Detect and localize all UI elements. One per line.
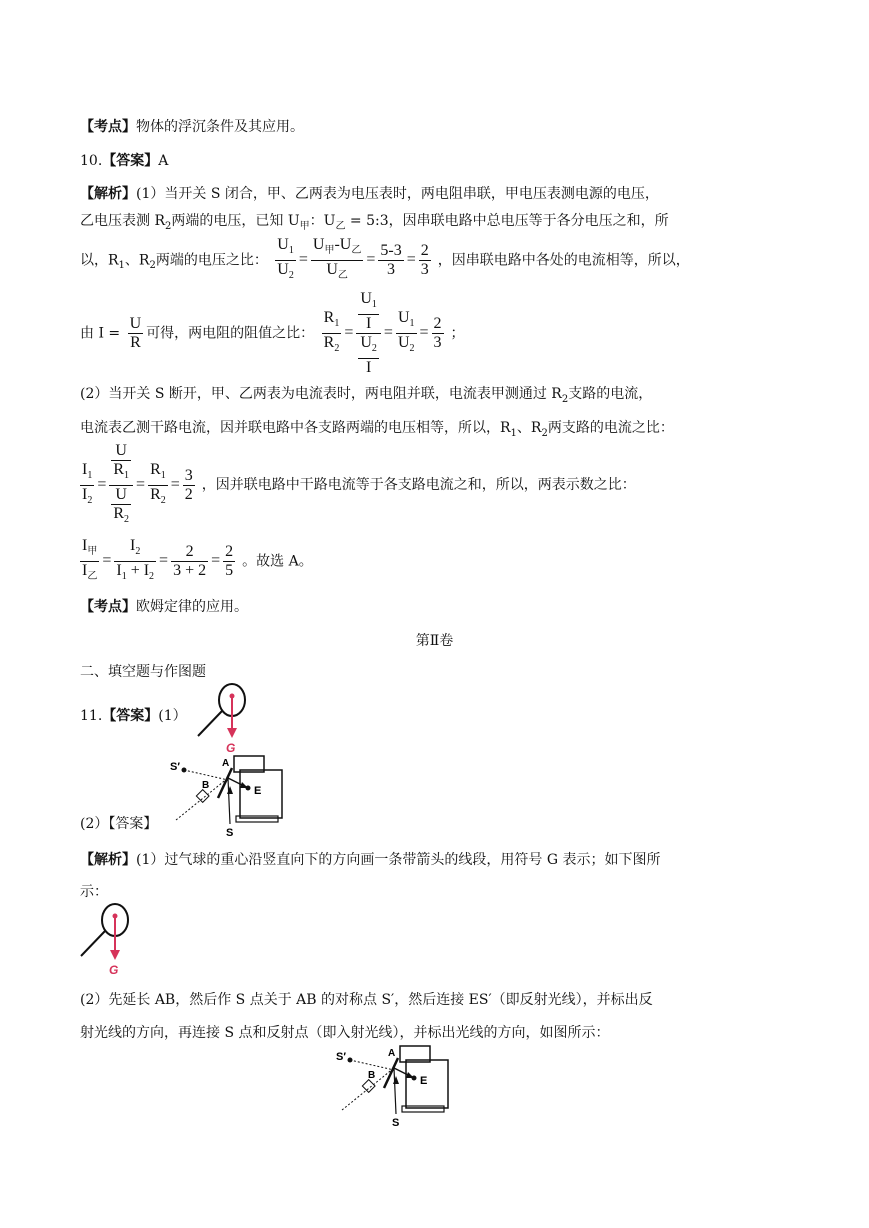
text-run: = 5:3，因串联电路中总电压等于各分电压之和，所: [345, 213, 669, 229]
text-run: 由 I =: [80, 325, 121, 342]
answer-tag: 【答案】: [102, 708, 159, 724]
kaodian-text: 物体的浮沉条件及其应用。: [136, 119, 304, 135]
balloon-gravity-figure: [195, 680, 255, 756]
label-b-2: B: [368, 1070, 376, 1081]
text-run: ，因并联电路中干路电流等于各支路电流之和，所以，两表示数之比：: [201, 477, 636, 493]
kaodian-text: 欧姆定律的应用。: [136, 599, 248, 615]
resistance-ratio-formula: $\frac{R_1}{R_2}$ = $\frac{\frac{U_1}{I}}{\frac{U_2}{I}}$ = $\frac{U_1}{U_2}$ = $\frac{2}{3}$: [323, 290, 442, 377]
q10-analysis-line-3: 以，$R_1$、$R_2$两端的电压之比： $\frac{U_1}{U_2}$ = $\frac{U_甲-U_乙}{U_乙}$ = $\frac{5-3}{3}$ = $\frac{2}{3}$ ，因串联电路中各处的电流相等，所以，: [80, 236, 690, 282]
q11-analysis-line-4: 射光线的方向，再连接 S 点和反射点（即入射光线），并标出光线的方向，如图所示：: [80, 1025, 610, 1041]
q10-analysis-line-4: [80, 290, 465, 377]
analysis-tag: 【解析】: [80, 186, 136, 202]
text-run: 、R: [124, 252, 150, 269]
q10-analysis-line-8: [80, 537, 313, 586]
q10-number: 10.: [80, 153, 103, 169]
answer-tag: 【答案】: [102, 153, 159, 169]
label-s: S: [226, 827, 234, 838]
mirror-reflection-figure: [168, 746, 288, 838]
q11-analysis-line-3: (2）先延长 AB，然后作 S 点关于 AB 的对称点 S′，然后连接 ES′（即反射光线），并标出反: [80, 992, 653, 1008]
label-a-2: A: [388, 1048, 396, 1059]
text-run: ，因串联电路中各处的电流相等，所以，: [437, 252, 690, 269]
text-run: 两端的电压，已知 U: [171, 213, 300, 229]
kaodian-line-2: [80, 597, 248, 617]
text-run: 两支路的电流之比：: [547, 420, 674, 436]
q11-number: 11.: [80, 708, 103, 724]
balloon-gravity-figure-2: [78, 900, 138, 978]
text-run: 、R: [516, 420, 542, 436]
text-run: 乙电压表测 R: [80, 213, 165, 229]
analysis-tag: 【解析】: [80, 852, 136, 868]
gravity-label-2: G: [109, 963, 119, 977]
current-ratio-formula: $\frac{I_1}{I_2}$ = $\frac{\frac{U}{R_1}}{\frac{U}{R_2}}$ = $\frac{R_1}{R_2}$ = $\frac{3}{2}$: [82, 441, 193, 526]
q10-answer-line: [80, 151, 168, 171]
section-heading: 二、填空题与作图题: [80, 664, 206, 680]
kaodian-line-1: [80, 117, 304, 137]
label-s-prime: S′: [170, 761, 180, 773]
text-run: 以，R: [80, 252, 119, 269]
analysis-text: (1）当开关 S 闭合，甲、乙两表为电压表时，两电阻串联，甲电压表测电源的电压，: [136, 186, 659, 202]
section-title: 第Ⅱ卷: [415, 633, 454, 649]
text-run: (1）过气球的重心沿竖直向下的方向画一条带箭头的线段，用符号 G 表示；如下图所: [136, 852, 661, 868]
text-run: ：U: [309, 213, 336, 229]
q11-answer-line-2: (2）【答案】: [80, 816, 158, 832]
label-e: E: [254, 785, 262, 797]
text-run: 。故选 A。: [242, 553, 313, 570]
label-s-prime-2: S′: [336, 1051, 346, 1063]
ohm-law-fraction: $\frac{U}{R}$: [129, 314, 142, 351]
meter-ratio-formula: $\frac{I_甲}{I_乙}$ = $\frac{I_2}{I_1 + I_2}$ = $\frac{2}{3 + 2}$ = $\frac{2}{5}$: [82, 537, 234, 583]
label-b: B: [202, 780, 210, 791]
q10-answer: A: [158, 153, 169, 169]
q10-analysis-line-1: [80, 184, 659, 204]
q10-analysis-line-6: 电流表乙测干路电流，因并联电路中各支路两端的电压相等，所以，$R_1$、$R_2$两支路的电流之比：: [80, 420, 674, 439]
kaodian-tag: 【考点】: [80, 599, 136, 615]
q10-analysis-line-5: (2）当开关 S 断开，甲、乙两表为电流表时，两电阻并联，电流表甲测通过 $R_2$支路的电流，: [80, 386, 653, 405]
label-a: A: [222, 758, 230, 769]
voltage-ratio-formula: $\frac{U_1}{U_2}$ = $\frac{U_甲-U_乙}{U_乙}$ = $\frac{5-3}{3}$ = $\frac{2}{3}$: [277, 236, 429, 282]
gravity-label: G: [226, 741, 236, 755]
text-run: 电流表乙测干路电流，因并联电路中各支路两端的电压相等，所以，R: [80, 420, 511, 436]
text-run: (2）当开关 S 断开，甲、乙两表为电流表时，两电阻并联，电流表甲测通过 R: [80, 386, 562, 402]
text-run: 两端的电压之比：: [155, 252, 268, 269]
q11-analysis-line-2: 示：: [80, 884, 108, 900]
text-run: ；: [450, 325, 465, 342]
text-run: 可得，两电阻的阻值之比：: [146, 325, 315, 342]
label-s-2: S: [392, 1117, 400, 1128]
label-e-2: E: [420, 1075, 428, 1087]
text-run: 支路的电流，: [568, 386, 653, 402]
kaodian-tag: 【考点】: [80, 119, 136, 135]
q11-answer-line-1: [80, 706, 187, 726]
text-run: (1）: [158, 708, 187, 724]
q10-analysis-line-7: [80, 440, 636, 530]
q11-analysis-line-1: [80, 850, 660, 870]
q10-analysis-line-2: 乙电压表测 $R_2$两端的电压，已知 $U_甲$：$U_乙$ = 5:3，因串联电路中总电压等于各分电压之和，所: [80, 213, 669, 232]
mirror-reflection-figure-2: [334, 1036, 454, 1128]
